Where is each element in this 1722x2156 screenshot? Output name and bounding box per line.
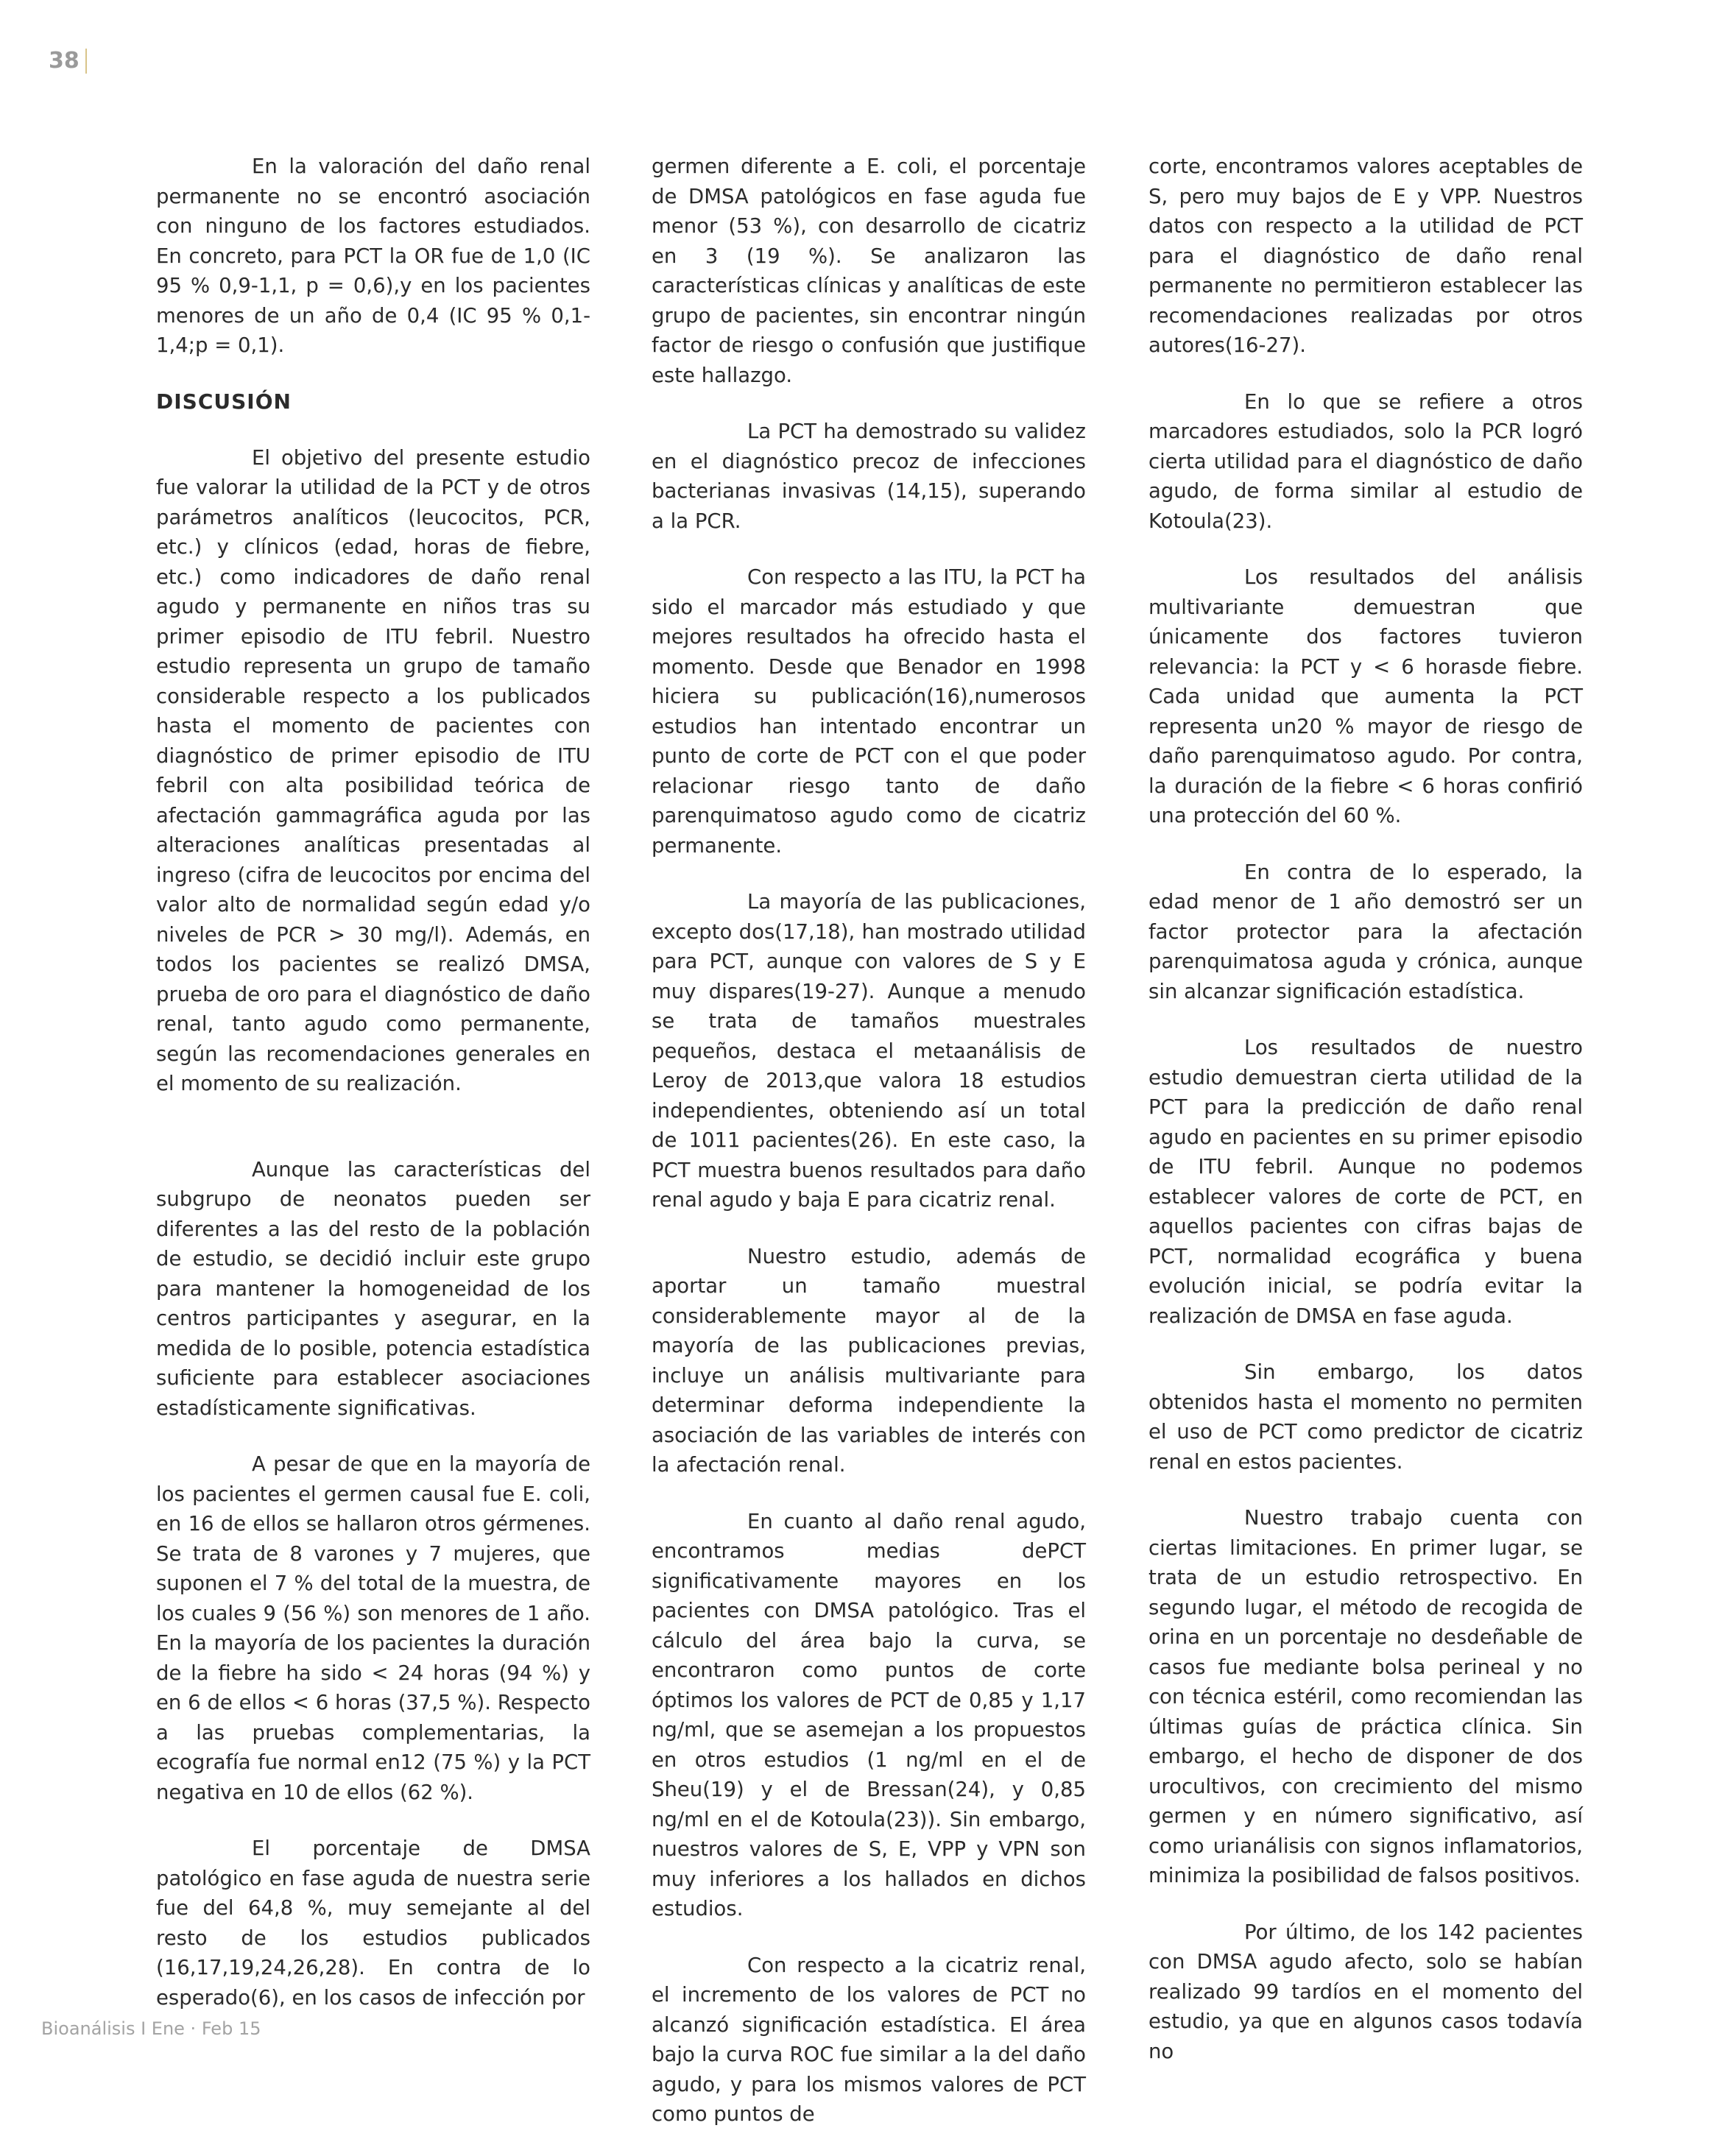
paragraph: Nuestro trabajo cuenta con ciertas limitaciones. En primer lugar, se trata de un estudio retrospectivo. En segundo lugar, el método de recogida de orina en un porcentaje no desdeñable de casos fue mediante bolsa perineal y no con técnica estéril, como recomiendan las últimas guías de práctica clínica. Sin embargo, el hecho de disponer de dos urocultivos, con crecimiento del mismo germen y en número significativo, así como urianálisis con signos inflamatorios, minimiza la posibilidad de falsos positivos.: [1148, 1506, 1583, 1887]
paragraph: En lo que se refiere a otros marcadores estudiados, solo la PCR logró cierta utilidad para el diagnóstico de daño agudo, de forma similar al estudio de Kotoula(23).: [1148, 389, 1583, 533]
page-number: 38: [49, 49, 87, 74]
paragraph: En cuanto al daño renal agudo, encontramos medias dePCT significativamente mayores en los pacientes con DMSA patológico. Tras el cálculo del área bajo la curva, se encontraron como puntos de corte óptimos los valores de PCT de 0,85 y 1,17 ng/ml, que se asemejan a los propuestos en otros estudios (1 ng/ml en el de Sheu(19) y el de Bressan(24), y 0,85 ng/ml en el de Kotoula(23)). Sin embargo, nuestros valores de S, E, VPP y VPN son muy inferiores a los hallados en dichos estudios.: [652, 1509, 1086, 1920]
paragraph: La mayoría de las publicaciones, excepto dos(17,18), han mostrado utilidad para PCT, aunque con valores de S y E muy dispares(19-27). Aunque a menudo se trata de tamaños muestrales pequeños, destaca el metaanálisis de Leroy de 2013,que valora 18 estudios independientes, obteniendo así un total de 1011 pacientes(26). En este caso, la PCT muestra buenos resultados para daño renal agudo y baja E para cicatriz renal.: [652, 890, 1086, 1212]
paragraph: Nuestro estudio, además de aportar un tamaño muestral considerablemente mayor al de la mayoría de las publicaciones previas, incluye un análisis multivariante para determinar deforma independiente la asociación de las variables de interés con la afectación renal.: [652, 1244, 1086, 1477]
paragraph: germen diferente a E. coli, el porcentaje de DMSA patológicos en fase aguda fue menor (53 %), con desarrollo de cicatriz en 3 (19 %). Se analizaron las características clínicas y analíticas de este grupo de pacientes, sin encontrar ningún factor de riesgo o confusión que justifique este hallazgo.: [652, 155, 1086, 387]
paragraph: Aunque las características del subgrupo de neonatos pueden ser diferentes a las del resto de la población de estudio, se decidió incluir este grupo para mantener la homogeneidad de los centros participantes y asegurar, en la medida de lo posible, potencia estadística suficiente para establecer asociaciones estadísticamente significativas.: [156, 1157, 590, 1420]
paragraph: El porcentaje de DMSA patológico en fase aguda de nuestra serie fue del 64,8 %, muy semejante al del resto de los estudios publicados (16,17,19,24,26,28). En contra de lo esperado(6), en los casos de infección por: [156, 1837, 590, 2010]
text-column-3: [1148, 152, 1583, 2093]
section-heading: DISCUSIÓN: [156, 389, 292, 414]
text-column-1: [156, 152, 590, 2039]
text-column-2: [652, 152, 1086, 2156]
paragraph: Sin embargo, los datos obtenidos hasta el momento no permiten el uso de PCT como predictor de cicatriz renal en estos pacientes.: [1148, 1360, 1583, 1474]
paragraph: Los resultados del análisis multivariante demuestran que únicamente dos factores tuvieron relevancia: la PCT y < 6 horasde fiebre. Cada unidad que aumenta la PCT representa un20 % mayor de riesgo de daño parenquimatoso agudo. Por contra, la duración de la fiebre < 6 horas confirió una protección del 60 %.: [1148, 565, 1583, 827]
page-footer: Bioanálisis I Ene · Feb 15: [41, 2018, 261, 2039]
paragraph: En contra de lo esperado, la edad menor de 1 año demostró ser un factor protector para la afectación parenquimatosa aguda y crónica, aunque sin alcanzar significación estadística.: [1148, 860, 1583, 1003]
paragraph: La PCT ha demostrado su validez en el diagnóstico precoz de infecciones bacterianas invasivas (14,15), superando a la PCR.: [652, 420, 1086, 533]
paragraph: Con respecto a las ITU, la PCT ha sido el marcador más estudiado y que mejores resultados ha ofrecido hasta el momento. Desde que Benador en 1998 hiciera su publicación(16),numerosos estudios han intentado encontrar un punto de corte de PCT con el que poder relacionar riesgo tanto de daño parenquimatoso agudo como de cicatriz permanente.: [652, 565, 1086, 858]
paragraph: A pesar de que en la mayoría de los pacientes el germen causal fue E. coli, en 16 de ellos se hallaron otros gérmenes. Se trata de 8 varones y 7 mujeres, que suponen el 7 % del total de la muestra, de los cuales 9 (56 %) son menores de 1 año. En la mayoría de los pacientes la duración de la fiebre ha sido < 24 horas (94 %) y en 6 de ellos < 6 horas (37,5 %). Respecto a las pruebas complementarias, la ecografía fue normal en12 (75 %) y la PCT negativa en 10 de ellos (62 %).: [156, 1452, 590, 1804]
paragraph: Por último, de los 142 pacientes con DMSA agudo afecto, solo se habían realizado 99 tardíos en el momento del estudio, ya que en algunos casos todavía no: [1148, 1920, 1583, 2063]
paragraph: corte, encontramos valores aceptables de S, pero muy bajos de E y VPP. Nuestros datos con respecto a la utilidad de PCT para el diagnóstico de daño renal permanente no permitieron establecer las recomendaciones realizadas por otros autores(16-27).: [1148, 155, 1583, 357]
paragraph: El objetivo del presente estudio fue valorar la utilidad de la PCT y de otros parámetros analíticos (leucocitos, PCR, etc.) y clínicos (edad, horas de fiebre, etc.) como indicadores de daño renal agudo y permanente en niños tras su primer episodio de ITU febril. Nuestro estudio representa un grupo de tamaño considerable respecto a los publicados hasta el momento de pacientes con diagnóstico de primer episodio de ITU febril con alta posibilidad teórica de afectación gammagráfica aguda por las alteraciones analíticas presentadas al ingreso (cifra de leucocitos por encima del valor alto de normalidad según edad y/o niveles de PCR > 30 mg/l). Además, en todos los pacientes se realizó DMSA, prueba de oro para el diagnóstico de daño renal, tanto agudo como permanente, según las recomendaciones generales en el momento de su realización.: [156, 445, 590, 1095]
paragraph: Los resultados de nuestro estudio demuestran cierta utilidad de la PCT para la predicción de daño renal agudo en pacientes en su primer episodio de ITU febril. Aunque no podemos establecer valores de corte de PCT, en aquellos pacientes con cifras bajas de PCT, normalidad ecográfica y buena evolución inicial, se podría evitar la realización de DMSA en fase aguda.: [1148, 1036, 1583, 1328]
paragraph: En la valoración del daño renal permanente no se encontró asociación con ninguno de los factores estudiados. En concreto, para PCT la OR fue de 1,0 (IC 95 % 0,9-1,1, p = 0,6),y en los pacientes menores de un año de 0,4 (IC 95 % 0,1-1,4;p = 0,1).: [156, 155, 590, 357]
paragraph: Con respecto a la cicatriz renal, el incremento de los valores de PCT no alcanzó significación estadística. El área bajo la curva ROC fue similar a la del daño agudo, y para los mismos valores de PCT como puntos de: [652, 1953, 1086, 2126]
